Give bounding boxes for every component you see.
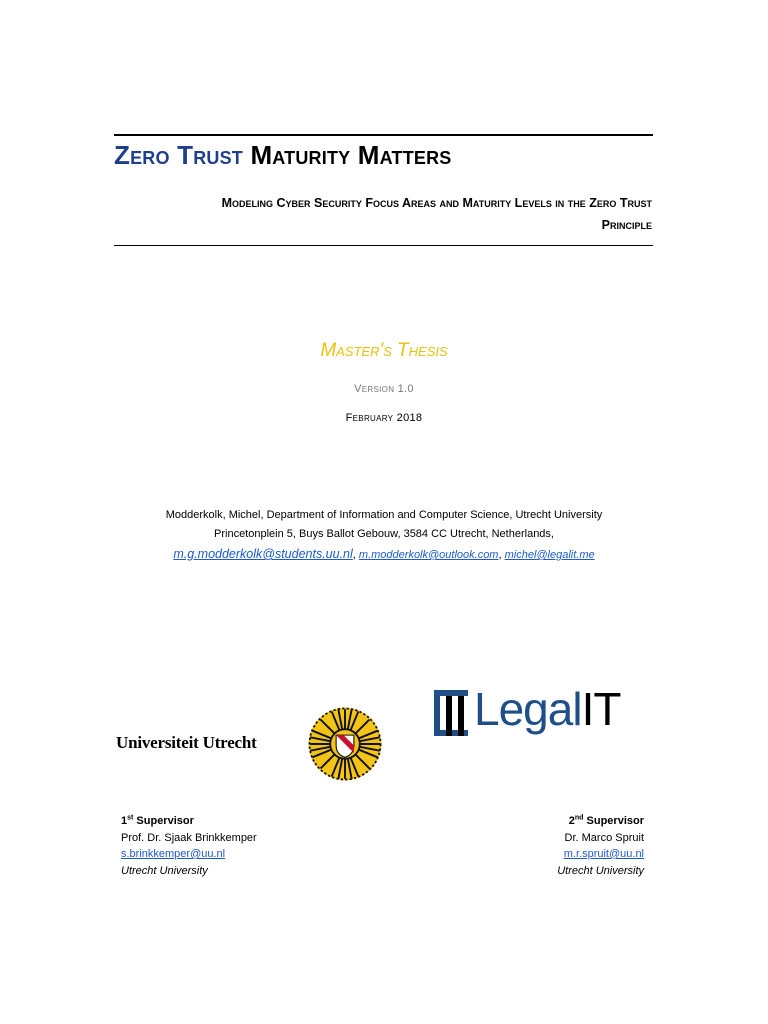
email-link-legalit[interactable]: michel@legalit.me [504, 549, 595, 561]
title-zero-trust: Zero Trust [114, 140, 243, 170]
subtitle-line-1: Modeling Cyber Security Focus Areas and Maturity Levels in the Zero Trust [221, 196, 652, 210]
date-label: February 2018 [345, 412, 423, 424]
supervisor-1-name: Prof. Dr. Sjaak Brinkkemper [121, 831, 257, 844]
university-logo-text: Universiteit Utrecht [116, 733, 257, 752]
version-label: Version 1.0 [354, 383, 414, 395]
supervisor-2-affiliation: Utrecht University [557, 864, 644, 877]
thesis-type: Master's Thesis [320, 340, 448, 361]
supervisor-2-heading: 2nd Supervisor [568, 814, 644, 827]
email-link-students[interactable]: m.g.modderkolk@students.uu.nl [173, 547, 353, 561]
legalit-wordmark [474, 682, 620, 736]
subtitle-line-2: Principle [601, 218, 652, 232]
document-subtitle [114, 192, 652, 236]
utrecht-seal-icon [308, 707, 382, 781]
legalit-logo [432, 680, 648, 744]
top-rule [114, 134, 653, 136]
supervisor-2-name: Dr. Marco Spruit [564, 831, 644, 844]
document-title [114, 140, 654, 171]
supervisor-2-block [557, 813, 644, 879]
supervisor-1-block [121, 813, 257, 879]
email-link-outlook[interactable]: m.modderkolk@outlook.com [358, 549, 499, 561]
email-separator: , [498, 549, 505, 561]
legalit-legal-text: Legal [474, 683, 582, 735]
legalit-it-text: IT [581, 683, 621, 735]
supervisor-1-heading: 1st Supervisor [121, 814, 194, 827]
supervisor-1-affiliation: Utrecht University [121, 864, 208, 877]
author-emails [0, 547, 768, 561]
legalit-mark-icon [432, 686, 472, 742]
email-separator: , [352, 549, 359, 561]
author-address: Princetonplein 5, Buys Ballot Gebouw, 3584 CC Utrecht, Netherlands, [214, 528, 554, 540]
title-maturity-matters: Maturity Matters [250, 140, 452, 170]
author-affiliation: Modderkolk, Michel, Department of Information and Computer Science, Utrecht University [165, 509, 603, 521]
supervisor-2-email-link[interactable]: m.r.spruit@uu.nl [563, 848, 644, 860]
bottom-rule [114, 245, 653, 246]
supervisor-1-email-link[interactable]: s.brinkkemper@uu.nl [121, 848, 226, 860]
